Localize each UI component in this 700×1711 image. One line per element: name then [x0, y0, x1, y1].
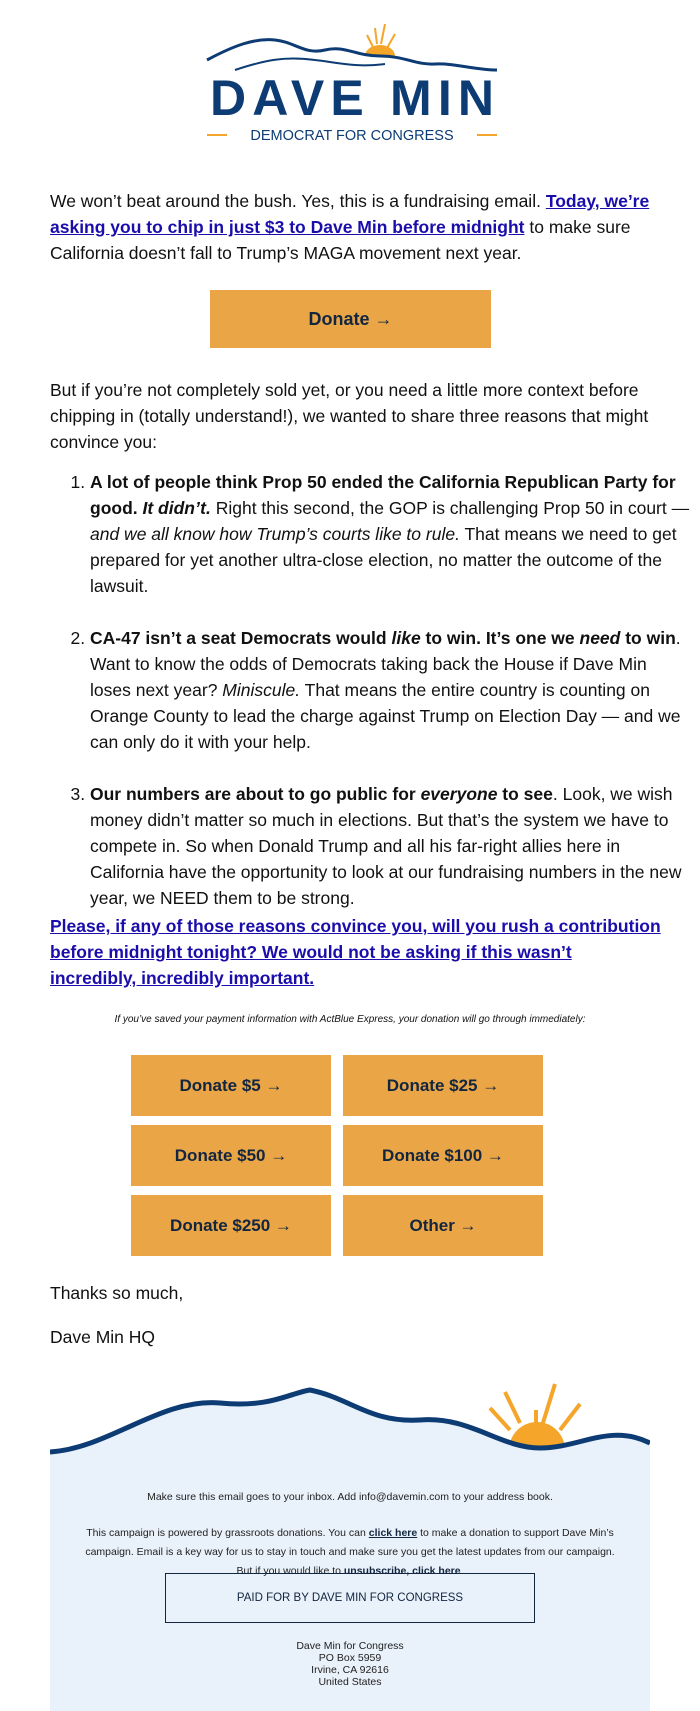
- reason-item: 1. A lot of people think Prop 50 ended the California Republican Party for good. It didn’t. Right this second, the GOP is challenging Prop 50 in court — and we all know how Trump’s courts like to rule. That means we need to get prepared for yet another ultra-close election, no matter the outcome of the lawsuit.: [90, 469, 690, 599]
- donate-5-button[interactable]: Donate $5 →: [131, 1055, 331, 1116]
- donate-50-button[interactable]: Donate $50 →: [131, 1125, 331, 1186]
- mountain-sun-icon: [205, 20, 500, 142]
- unsubscribe-link[interactable]: unsubscribe, click here: [343, 1565, 461, 1577]
- chip-in-link[interactable]: Today, we’re asking you to chip in just $3 to Dave Min before midnight: [50, 191, 650, 237]
- intro-text: We won’t beat around the bush. Yes, this is a fundraising email.: [50, 191, 546, 211]
- donation-click-here-link[interactable]: click here: [368, 1527, 418, 1539]
- cta-paragraph: [50, 913, 662, 991]
- donate-100-button[interactable]: Donate $100 →: [343, 1125, 543, 1186]
- donate-other-button[interactable]: Other →: [343, 1195, 543, 1256]
- context-text: But if you’re not completely sold yet, or you need a little more context before chipping in (totally understand!), we wanted to share three reasons that might convince you:: [50, 380, 649, 452]
- footer-wave-sun-icon: [50, 1378, 650, 1462]
- intro-paragraph: [50, 188, 662, 266]
- svg-text:DAVE MIN: DAVE MIN: [210, 70, 494, 126]
- reasons-list: [50, 469, 690, 937]
- actblue-note: If you’ve saved your payment information with ActBlue Express, your donation will go through immediately:: [114, 1014, 586, 1025]
- mailing-address: Dave Min for Congress PO Box 5959 Irvine, CA 92616 United States: [296, 1640, 404, 1688]
- campaign-logo: [205, 20, 500, 142]
- contribution-link[interactable]: Please, if any of those reasons convince you, will you rush a contribution before midnight tonight? We would not be asking if this wasn’t incredibly, incredibly important.: [50, 916, 661, 988]
- svg-text:DEMOCRAT FOR CONGRESS: DEMOCRAT FOR CONGRESS: [250, 128, 454, 142]
- footer: [50, 1450, 650, 1711]
- paid-for-by-box: PAID FOR BY DAVE MIN FOR CONGRESS: [165, 1573, 535, 1623]
- signature: Dave Min HQ: [50, 1327, 156, 1347]
- thanks-text: Thanks so much,: [50, 1283, 184, 1303]
- reason-item: 2. CA-47 isn’t a seat Democrats would like to win. It’s one we need to win. Want to know the odds of Democrats taking back the House if Dave Min loses next year? Miniscule. That means the entire country is counting on Orange County to lead the charge against Trump on Election Day — and we can only do it with your help.: [90, 625, 690, 755]
- donate-button[interactable]: Donate →: [210, 290, 491, 348]
- reason-item: 3. Our numbers are about to go public for everyone to see. Look, we wish money didn’t matter so much in elections. But that’s the system we have to compete in. So when Donald Trump and all his far-right allies here in California have the opportunity to look at our fundraising numbers in the new year, we NEED them to be strong.: [90, 781, 690, 911]
- donate-250-button[interactable]: Donate $250 →: [131, 1195, 331, 1256]
- inbox-note: Make sure this email goes to your inbox. Add info@davemin.com to your address book.: [147, 1491, 553, 1503]
- footer-paragraph: This campaign is powered by grassroots donations. You can click here to make a donation to support Dave Min’s campaign. Email is a key way for us to stay in touch and make sure you get the latest updates from our campaign. But if you would like to unsubscribe, click here.: [85, 1527, 615, 1577]
- donate-25-button[interactable]: Donate $25 →: [343, 1055, 543, 1116]
- intro-text-end: to make sure California doesn’t fall to Trump’s MAGA movement next year.: [50, 217, 631, 263]
- context-paragraph: [50, 377, 662, 455]
